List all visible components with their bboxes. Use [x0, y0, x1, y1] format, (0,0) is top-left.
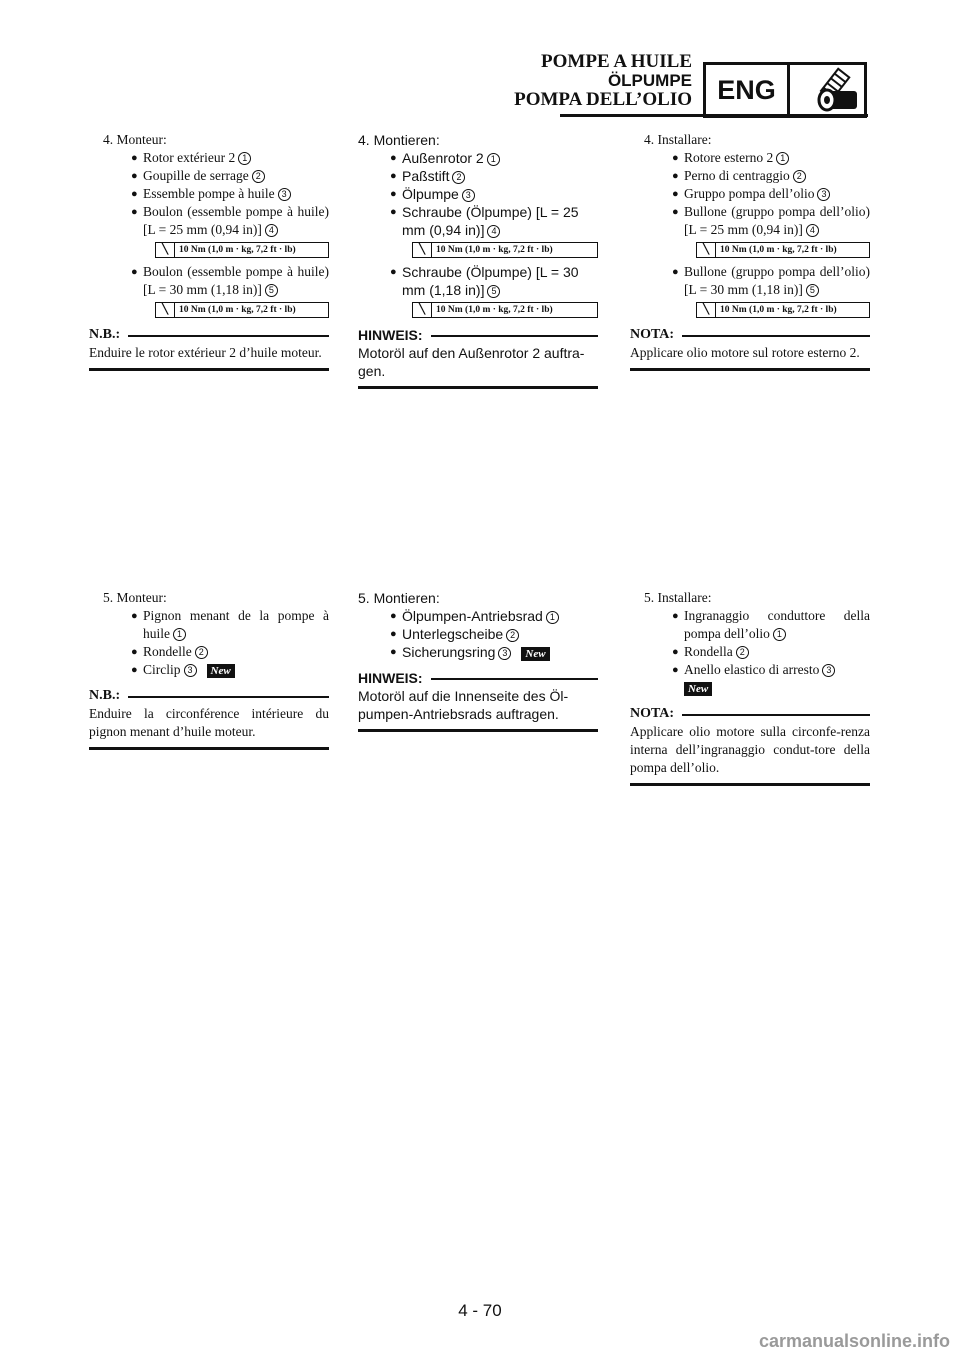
- note-text: Enduire le rotor extérieur 2 d’huile moteur.: [89, 345, 322, 360]
- note-box: [630, 326, 870, 371]
- torque-wrench-icon: ╲: [156, 303, 175, 317]
- title-french: POMPE A HUILE: [541, 51, 692, 72]
- list-item: ● Boulon (essemble pompe à huile) [L = 30 mm (1,18 in)] 5: [131, 264, 329, 297]
- list-item: ● Sicherungsring 3 New: [358, 643, 598, 661]
- step-heading: 5. Montieren:: [358, 590, 440, 606]
- note-box: [630, 705, 870, 786]
- list-item: ● Anello elastico di arresto 3 New: [630, 661, 870, 697]
- list-item: ● Rondella 2: [630, 643, 870, 661]
- torque-spec: ╲ 10 Nm (1,0 m · kg, 7,2 ft · lb): [696, 302, 870, 318]
- list-item: ● Ölpumpen-Antriebsrad 1: [358, 607, 598, 625]
- torque-spec: ╲ 10 Nm (1,0 m · kg, 7,2 ft · lb): [412, 242, 598, 258]
- list-item: ● Gruppo pompa dell’olio 3: [630, 185, 870, 203]
- step-heading: 4. Monteur:: [103, 132, 167, 147]
- page-header-titles: [514, 52, 692, 109]
- list-item: ● Bullone (gruppo pompa dell’olio) [L = 30 mm (1,18 in)] 5: [672, 264, 870, 297]
- list-item: ● Rotor extérieur 2 1: [89, 149, 329, 167]
- list-item: ● Goupille de serrage 2: [89, 167, 329, 185]
- list-item: ● Unterlegscheibe 2: [358, 625, 598, 643]
- note-text: Applicare olio motore sulla circonfe-renza interna dell’ingranaggio condut-tore della pompa dell’olio.: [630, 724, 870, 775]
- list-item: ● Pignon menant de la pompe à huile 1: [131, 608, 329, 641]
- note-text: Enduire la circonférence intérieure du pignon menant d’huile moteur.: [89, 706, 329, 739]
- torque-wrench-icon: ╲: [156, 243, 175, 257]
- torque-spec: ╲ 10 Nm (1,0 m · kg, 7,2 ft · lb): [412, 302, 598, 318]
- note-label: N.B.:: [89, 327, 121, 342]
- torque-wrench-icon: ╲: [697, 303, 716, 317]
- note-label: HINWEIS:: [358, 670, 423, 686]
- list-item: ● Schraube (Ölpumpe) [L = 25 mm (0,94 in)] 4: [390, 204, 579, 238]
- list-item: ● Rotore esterno 2 1: [630, 149, 870, 167]
- list-item: ● Boulon (essemble pompe à huile) [L = 25 mm (0,94 in)] 4: [131, 204, 329, 237]
- page-number: 4 - 70: [458, 1301, 502, 1320]
- list-item: ● Bullone (gruppo pompa dell’olio) [L = 25 mm (0,94 in)] 4: [672, 204, 870, 237]
- new-part-badge: New: [521, 647, 549, 661]
- list-item: ● Ingranaggio conduttore della pompa dell’olio 1: [672, 608, 870, 641]
- watermark-footer: carmanualsonline.info: [758, 1331, 950, 1351]
- italian-step-5: [630, 589, 870, 786]
- torque-wrench-icon: ╲: [697, 243, 716, 257]
- section-badge: [703, 62, 867, 118]
- list-item: ● Schraube (Ölpumpe) [L = 30 mm (1,18 in)] 5: [390, 264, 579, 298]
- note-label: NOTA:: [630, 327, 675, 342]
- new-part-badge: New: [207, 664, 235, 678]
- torque-spec: ╲ 10 Nm (1,0 m · kg, 7,2 ft · lb): [155, 242, 329, 258]
- torque-spec: ╲ 10 Nm (1,0 m · kg, 7,2 ft · lb): [155, 302, 329, 318]
- list-item: ● Paßstift 2: [358, 167, 598, 185]
- step-heading: 4. Montieren:: [358, 132, 440, 148]
- title-german: ÖLPUMPE: [607, 71, 692, 90]
- step-heading: 5. Installare:: [644, 590, 712, 605]
- note-text: Applicare olio motore sul rotore esterno 2.: [630, 345, 860, 360]
- list-item: ● Circlip 3 New: [89, 661, 329, 679]
- step-heading: 5. Monteur:: [103, 590, 167, 605]
- note-label: NOTA:: [630, 706, 675, 721]
- german-step-4: [358, 131, 598, 389]
- french-step-5: [89, 589, 329, 750]
- lang-badge: ENG: [706, 65, 790, 115]
- torque-wrench-icon: ╲: [413, 243, 432, 257]
- list-item: ● Ölpumpe 3: [358, 185, 598, 203]
- note-text: Motoröl auf die Innenseite des Öl-pumpen-Antriebsrads auftragen.: [358, 688, 569, 722]
- title-italian: POMPA DELL’OLIO: [514, 89, 692, 110]
- note-box: [89, 687, 329, 750]
- italian-step-4: [630, 131, 870, 371]
- torque-wrench-icon: ╲: [413, 303, 432, 317]
- note-box: [358, 326, 598, 389]
- new-part-badge: New: [684, 682, 712, 696]
- german-step-5: [358, 589, 598, 732]
- french-step-4: [89, 131, 329, 371]
- list-item: ● Essemble pompe à huile 3: [89, 185, 329, 203]
- list-item: ● Rondelle 2: [89, 643, 329, 661]
- list-item: ● Perno di centraggio 2: [630, 167, 870, 185]
- note-box: [358, 669, 598, 732]
- note-label: HINWEIS:: [358, 327, 423, 343]
- wrench-tool-icon: [793, 65, 864, 115]
- torque-spec: ╲ 10 Nm (1,0 m · kg, 7,2 ft · lb): [696, 242, 870, 258]
- step-heading: 4. Installare:: [644, 132, 712, 147]
- note-text: Motoröl auf den Außenrotor 2 auftra-gen.: [358, 345, 585, 379]
- note-label: N.B.:: [89, 688, 121, 703]
- list-item: ● Außenrotor 2 1: [358, 149, 598, 167]
- note-box: [89, 326, 329, 371]
